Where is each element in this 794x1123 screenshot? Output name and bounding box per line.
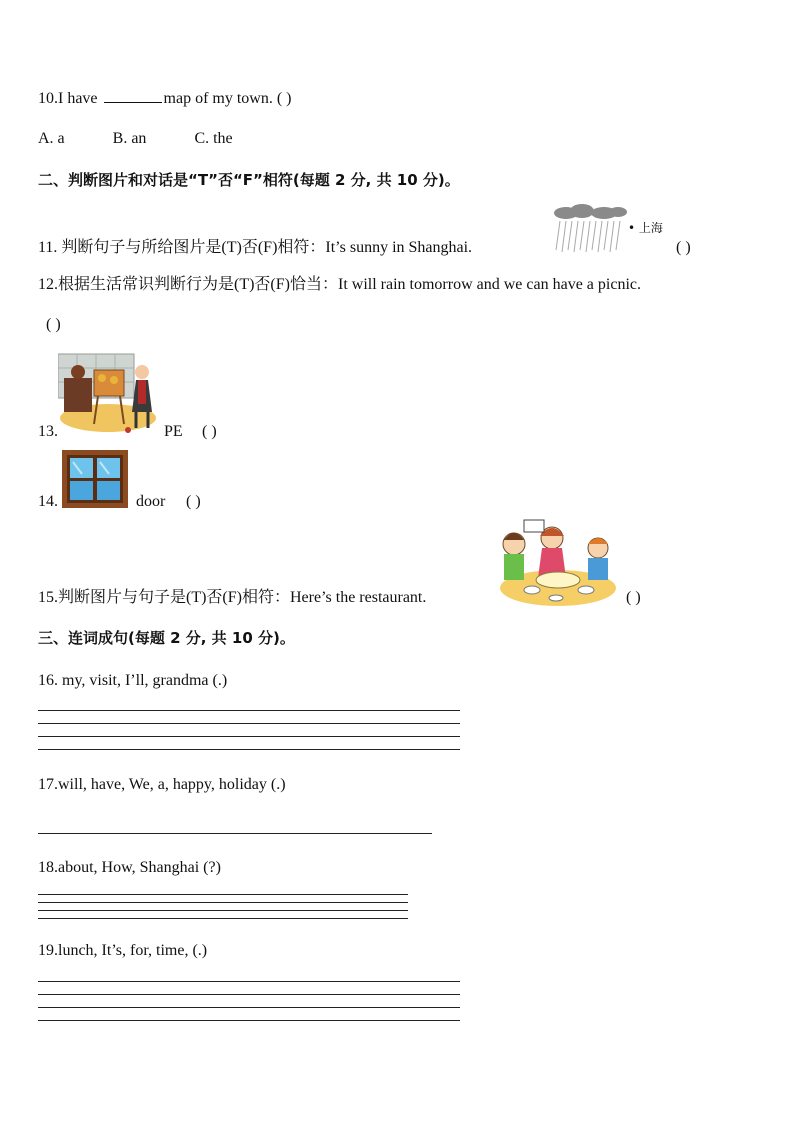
- writing-line[interactable]: [38, 736, 460, 737]
- question-18: 18.about, How, Shanghai (?): [38, 859, 221, 876]
- writing-line[interactable]: [38, 749, 460, 750]
- q10-before: 10.I have: [38, 90, 102, 107]
- q14-answer-bracket[interactable]: ( ): [186, 493, 201, 510]
- answer-blank[interactable]: [104, 88, 162, 103]
- section-2-heading: 二、判断图片和对话是“T”否“F”相符(每题 2 分, 共 10 分)。: [38, 171, 460, 189]
- option-a[interactable]: A. a: [38, 130, 65, 147]
- q10-options: [38, 129, 233, 149]
- question-17: 17.will, have, We, a, happy, holiday (.): [38, 776, 286, 793]
- question-16: 16. my, visit, I’ll, grandma (.): [38, 672, 228, 689]
- question-11: 11. 判断句子与所给图片是(T)否(F)相符：It’s sunny in Shanghai.: [38, 239, 473, 256]
- writing-line[interactable]: [38, 1020, 460, 1021]
- writing-line[interactable]: [38, 894, 408, 895]
- art-class-picture: [58, 350, 158, 436]
- writing-line[interactable]: [38, 710, 460, 711]
- writing-line[interactable]: [38, 833, 432, 834]
- q15-answer-bracket[interactable]: ( ): [626, 589, 641, 606]
- question-10: [38, 88, 292, 109]
- q10-after: map of my town. ( ): [163, 90, 292, 107]
- writing-line[interactable]: [38, 1007, 460, 1008]
- q14-number: 14.: [38, 493, 58, 510]
- writing-line[interactable]: [38, 918, 408, 919]
- q12-answer-bracket[interactable]: ( ): [46, 316, 61, 333]
- question-15: 15.判断图片与句子是(T)否(F)相符：Here’s the restaurant.: [38, 589, 427, 606]
- q14-word: door: [136, 493, 166, 510]
- restaurant-picture: [496, 518, 618, 606]
- option-b[interactable]: B. an: [112, 130, 147, 147]
- writing-line[interactable]: [38, 723, 460, 724]
- writing-line[interactable]: [38, 910, 408, 911]
- question-12: 12.根据生活常识判断行为是(T)否(F)恰当：It will rain tomorrow and we can have a picnic.: [38, 276, 641, 293]
- writing-line[interactable]: [38, 994, 460, 995]
- section-3-heading: 三、连词成句(每题 2 分, 共 10 分)。: [38, 629, 295, 647]
- window-picture: [62, 450, 128, 508]
- option-c[interactable]: C. the: [194, 130, 233, 147]
- q11-answer-bracket[interactable]: ( ): [676, 239, 691, 256]
- question-19: 19.lunch, It’s, for, time, (.): [38, 942, 208, 959]
- rain-cloud-icon: [552, 204, 632, 254]
- writing-line[interactable]: [38, 902, 408, 903]
- q13-number: 13.: [38, 423, 58, 440]
- q13-word: PE: [164, 423, 183, 440]
- q13-answer-bracket[interactable]: ( ): [202, 423, 217, 440]
- writing-line[interactable]: [38, 981, 460, 982]
- shanghai-label: • 上海: [628, 221, 663, 235]
